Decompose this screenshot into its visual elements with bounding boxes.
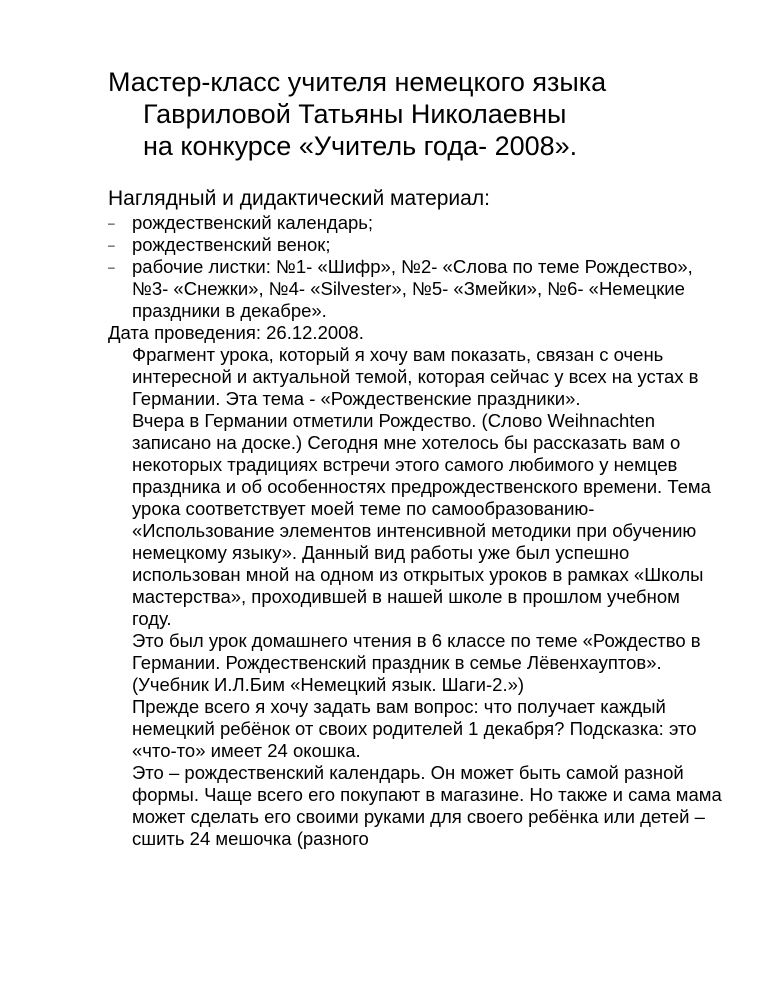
paragraph: Вчера в Германии отметили Рождество. (Слово Weihnachten записано на доске.) Сегодня мне хотелось бы рассказать вам о некоторых традициях встречи этого самого любимого у немцев праздника и об особенностях предрождественского времени. Тема урока соответствует моей теме по самообразованию- «Использование элементов интенсивной методики при обучению немецкому языку». Данный вид работы уже был успешно использован мной на одном из открытых уроков в рамках «Школы мастерства», проходившей в нашей школе в прошлом учебном году. [132,410,711,629]
list-item: – рождественский календарь; [108,212,728,234]
paragraph: Прежде всего я хочу задать вам вопрос: что получает каждый немецкий ребёнок от своих родителей 1 декабря? Подсказка: это «что-то» имеет 24 окошка. [132,696,697,761]
paragraph: Это был урок домашнего чтения в 6 классе по теме «Рождество в Германии. Рождественский праздник в семье Лёвенхауптов». (Учебник И.Л.Бим «Немецкий язык. Шаги-2.») [132,630,701,695]
date-line: Дата проведения: 26.12.2008. [108,322,364,343]
title-line: Мастер-класс учителя немецкого языка [108,67,607,97]
materials-list [108,212,728,322]
body-text [132,344,722,850]
paragraph: Фрагмент урока, который я хочу вам показать, связан с очень интересной и актуальной темой, которая сейчас у всех на устах в Германии. Эта тема - «Рождественские праздники». [132,344,699,409]
title-line: на конкурсе «Учитель года- 2008». [143,131,578,161]
list-item: – рождественский венок; [108,234,728,256]
title-line: Гавриловой Татьяны Николаевны [143,99,567,129]
materials-heading: Наглядный и дидактический материал: [108,187,490,210]
document-title [108,66,748,162]
paragraph: Это – рождественский календарь. Он может быть самой разной формы. Чаще всего его покупают в магазине. Но также и сама мама может сделать его своими руками для своего ребёнка или детей – сшить 24 мешочка (разного [132,762,722,849]
list-item: – рабочие листки: №1- «Шифр», №2- «Слова по теме Рождество», №3- «Снежки», №4- «Silvester», №5- «Змейки», №6- «Немецкие праздники в декабре». [108,256,728,322]
